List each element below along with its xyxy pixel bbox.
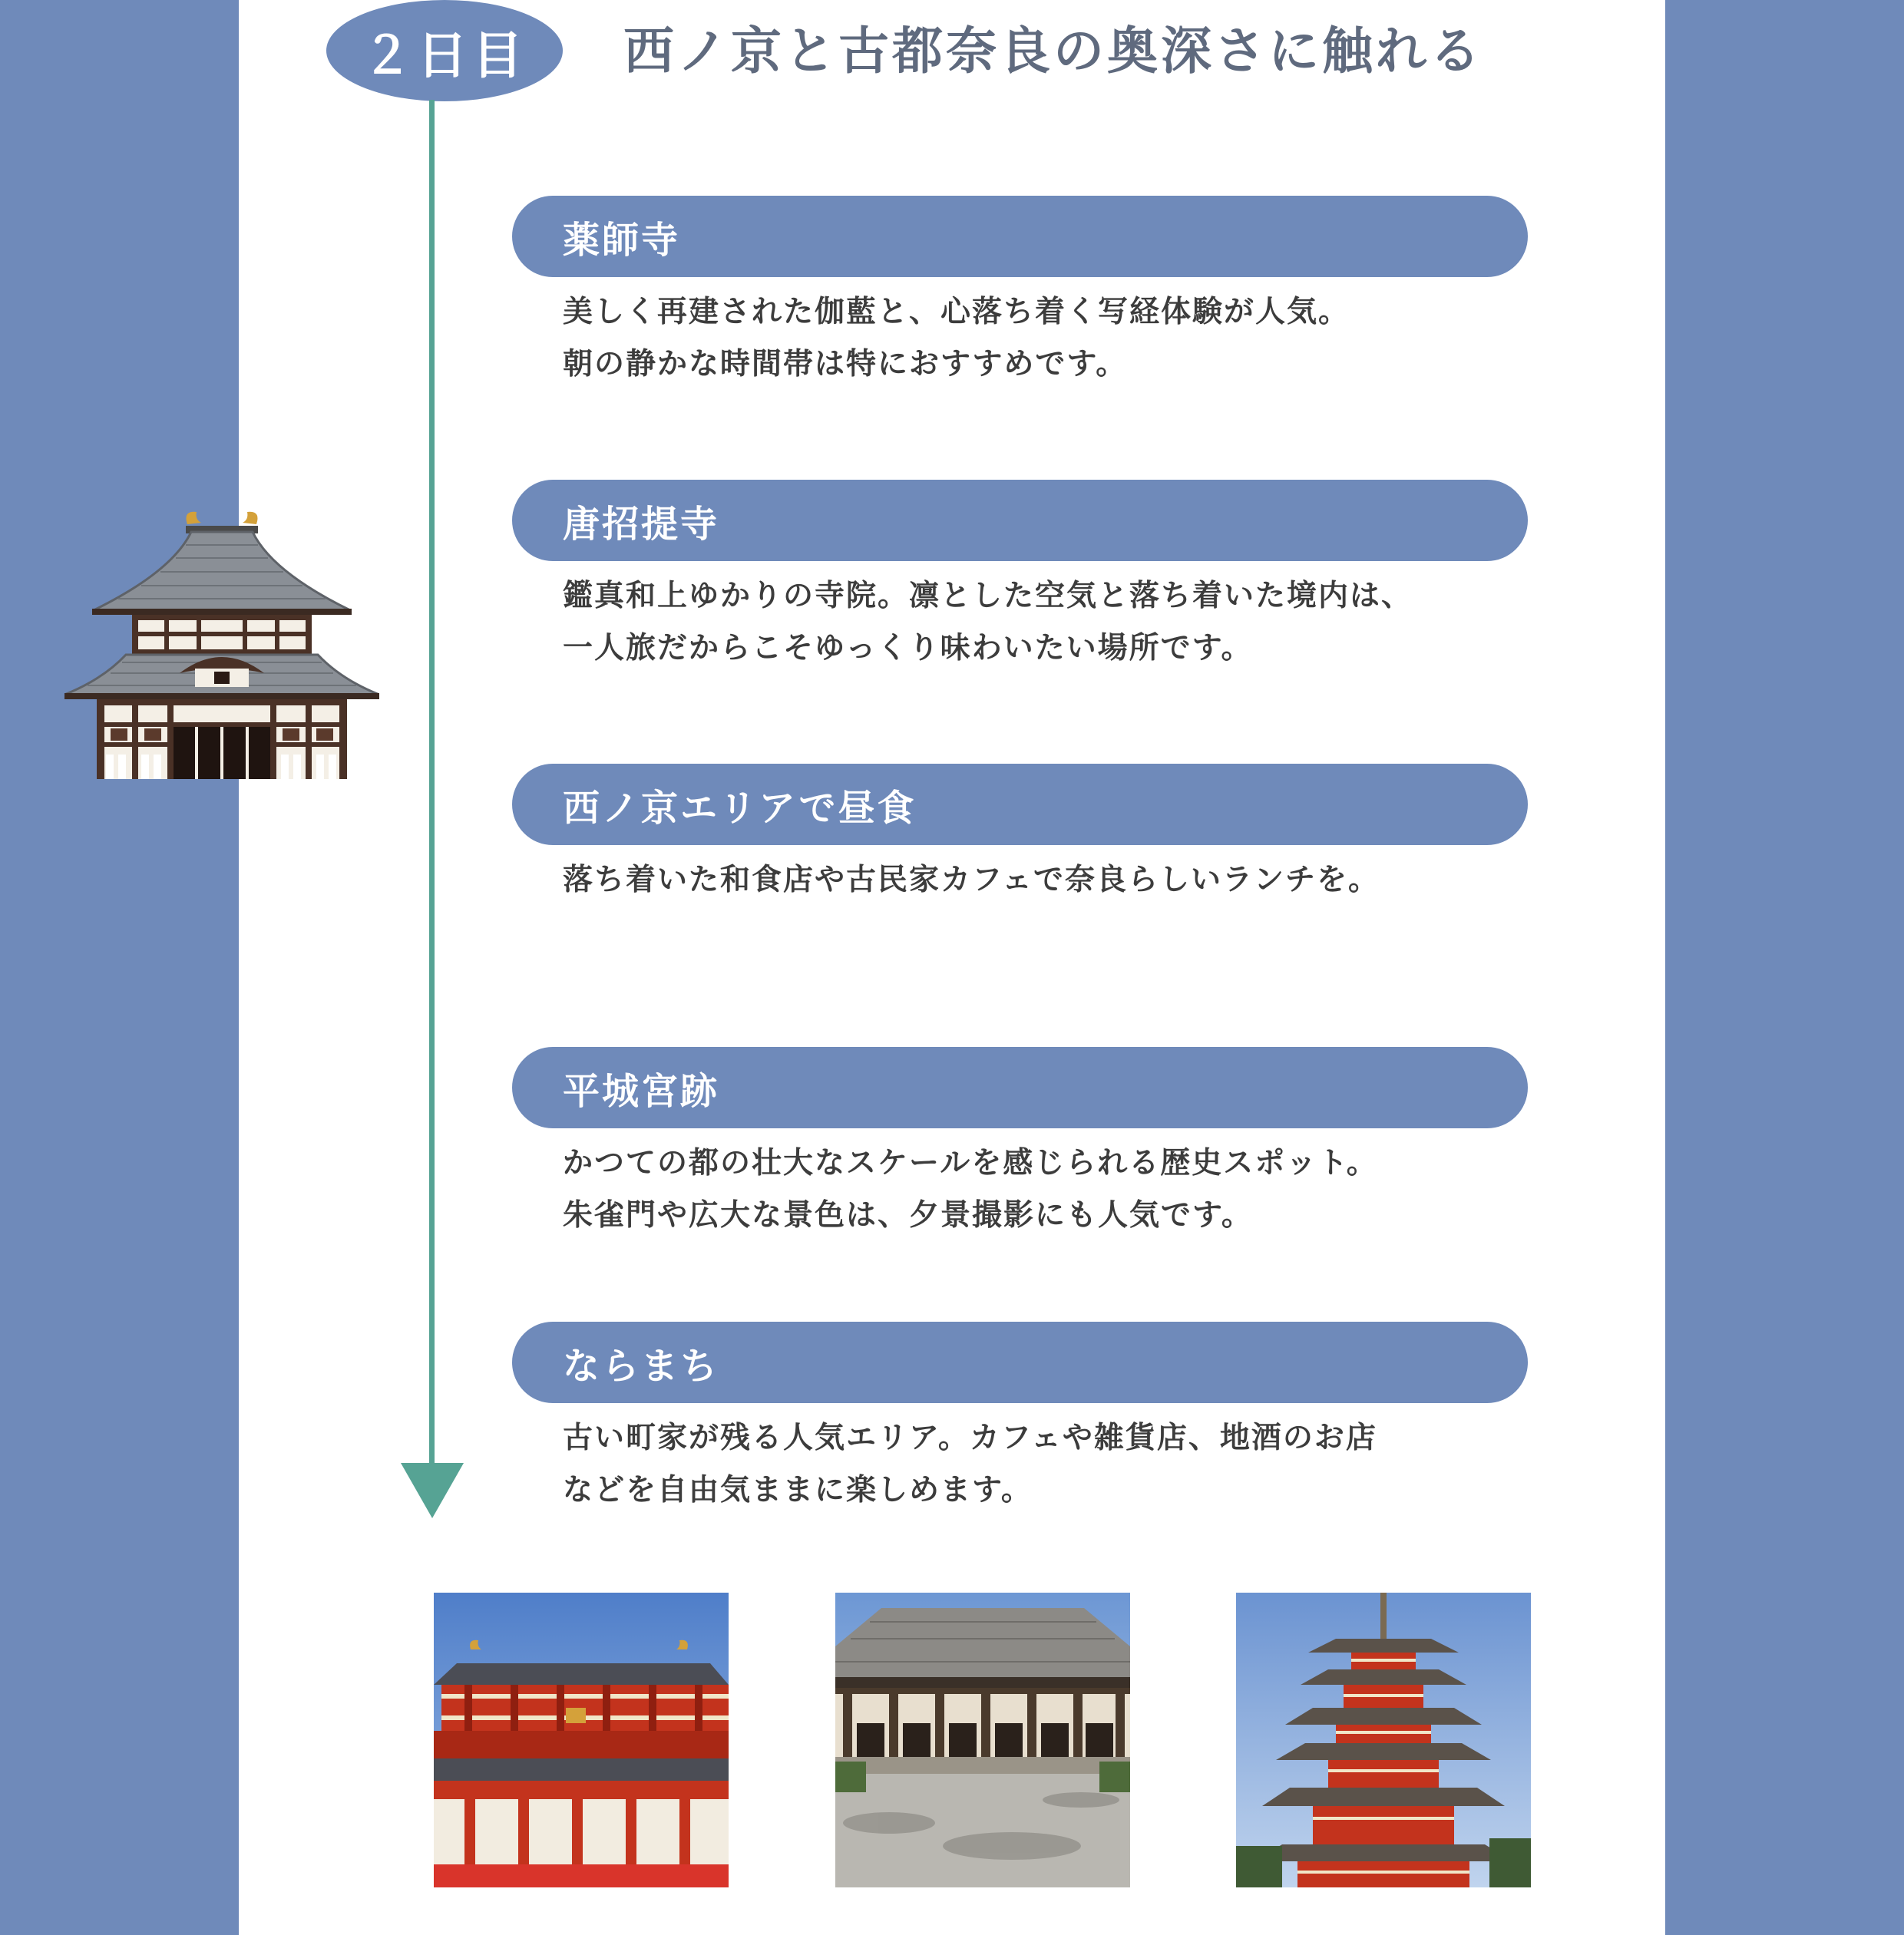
day-title: 西ノ京と古都奈良の奥深さに触れる xyxy=(623,21,1483,81)
yakushiji-pagoda-photo xyxy=(1236,1593,1531,1887)
description-line: 落ち着いた和食店や古民家カフェで奈良らしいランチを。 xyxy=(563,863,1380,897)
spot-description-naramachi xyxy=(563,1412,1530,1517)
day-badge: ２日目 xyxy=(326,0,563,101)
spot-title-yakushiji: 薬師寺 xyxy=(512,196,1528,277)
spot-title-lunch: 西ノ京エリアで昼食 xyxy=(512,764,1528,845)
description-line: 古い町家が残る人気エリア。カフェや雑貨店、地酒のお店 xyxy=(563,1421,1377,1455)
temple-hall-illustration-icon xyxy=(64,510,379,779)
description-line: 朝の静かな時間帯は特におすすめです。 xyxy=(563,347,1128,381)
toshodaiji-hall-photo xyxy=(835,1593,1130,1887)
spot-title-heijo-palace: 平城宮跡 xyxy=(512,1047,1528,1128)
description-line: 一人旅だからこそゆっくり味わいたい場所です。 xyxy=(563,631,1253,665)
description-line: かつての都の壮大なスケールを感じられる歴史スポット。 xyxy=(563,1146,1378,1180)
spot-title-naramachi: ならまち xyxy=(512,1322,1528,1403)
spot-description-lunch xyxy=(563,854,1530,906)
description-line: 美しく再建された伽藍と、心落ち着く写経体験が人気。 xyxy=(563,295,1350,329)
description-line: 朱雀門や広大な景色は、夕景撮影にも人気です。 xyxy=(563,1198,1253,1233)
timeline-line xyxy=(429,100,435,1474)
description-line: などを自由気ままに楽しめます。 xyxy=(563,1473,1033,1507)
timeline-arrow-icon xyxy=(401,1463,464,1518)
spot-title-toshodaiji: 唐招提寺 xyxy=(512,480,1528,561)
spot-description-heijo-palace xyxy=(563,1138,1530,1242)
spot-description-yakushiji xyxy=(563,286,1530,391)
description-line: 鑑真和上ゆかりの寺院。凛とした空気と落ち着いた境内は、 xyxy=(563,579,1413,613)
spot-description-toshodaiji xyxy=(563,570,1530,675)
suzakumon-gate-photo xyxy=(434,1593,729,1887)
